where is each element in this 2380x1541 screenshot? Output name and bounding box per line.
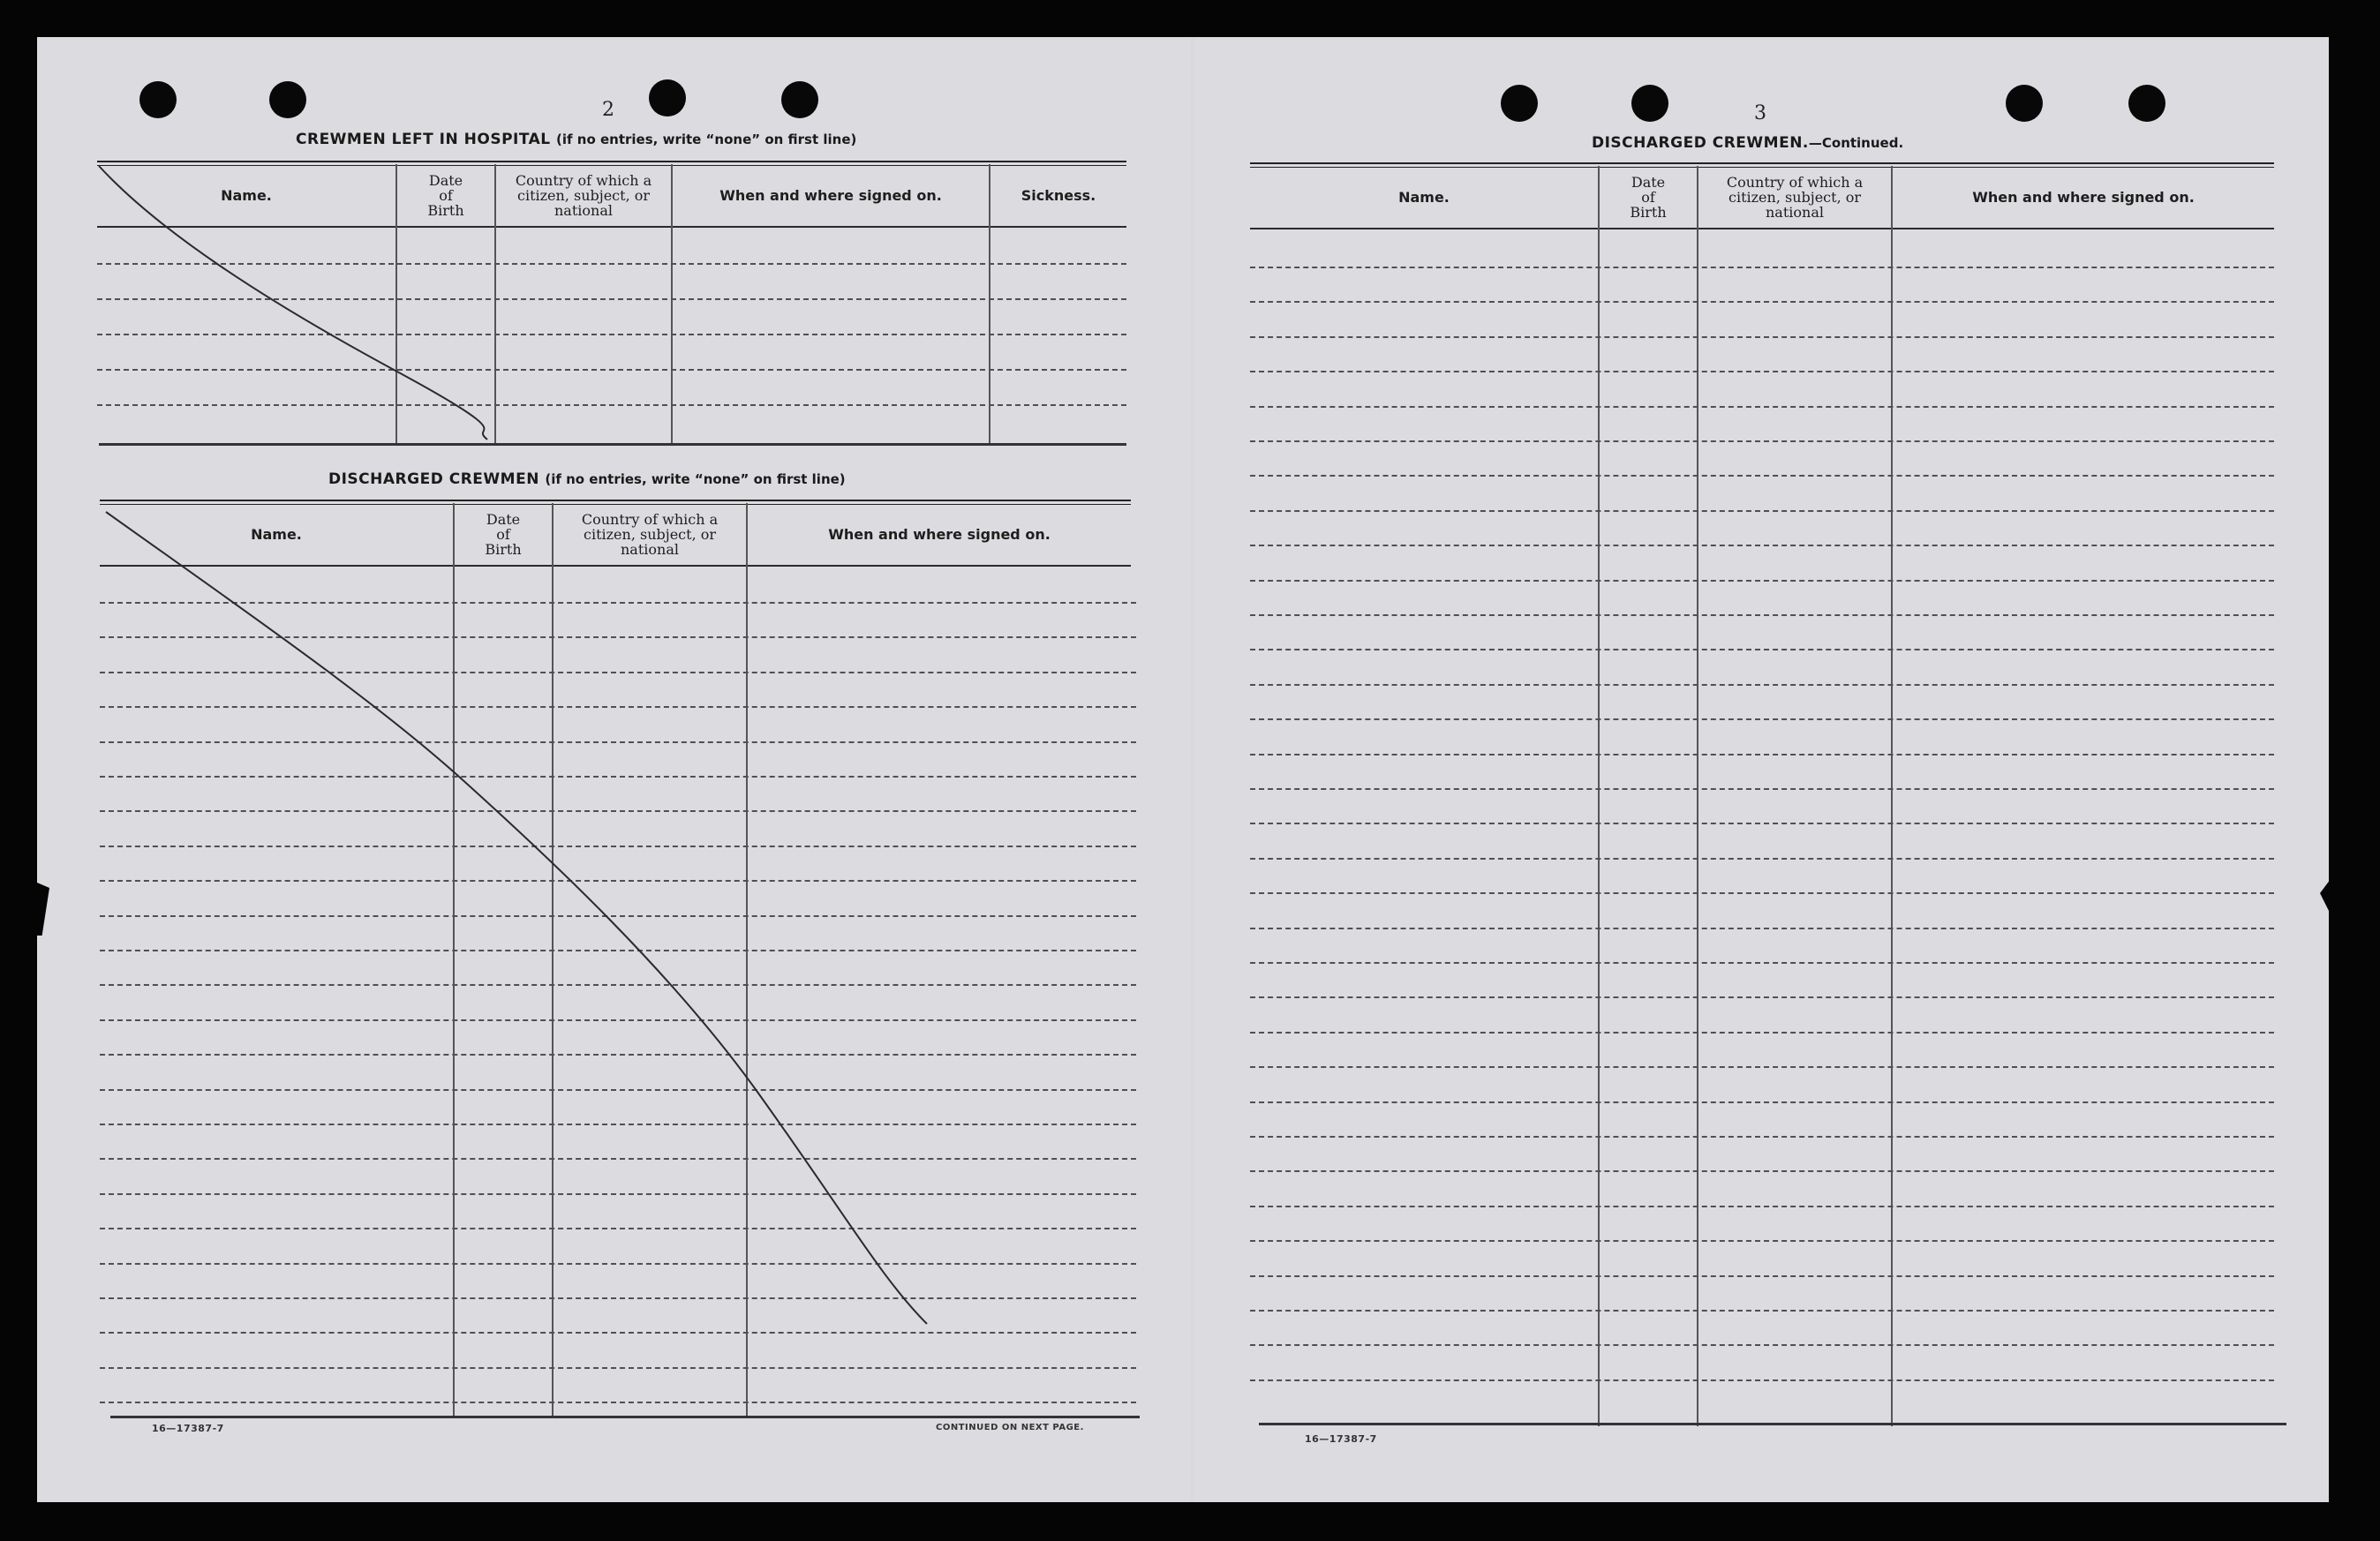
dob-line: of bbox=[1641, 188, 1655, 206]
ruled-row-line bbox=[1250, 510, 2274, 512]
form-number-left: 16—17387-7 bbox=[152, 1423, 224, 1434]
ruled-row-line bbox=[100, 1054, 1136, 1056]
ruled-row-line bbox=[1250, 1032, 2274, 1034]
ruled-row-line bbox=[1250, 1275, 2274, 1277]
ruled-row-line bbox=[100, 706, 1136, 708]
ruled-row-line bbox=[1250, 614, 2274, 616]
column-header-signed-on: When and where signed on. bbox=[828, 525, 1051, 543]
header-bottom-rule bbox=[100, 565, 1131, 567]
ruled-row-line bbox=[97, 298, 1126, 300]
dob-line: of bbox=[496, 525, 510, 543]
center-fold bbox=[1192, 37, 1194, 1502]
hospital-title-text: CREWMEN LEFT IN HOSPITAL bbox=[296, 131, 551, 148]
punch-hole bbox=[1631, 85, 1668, 122]
ruled-row-line bbox=[1250, 1379, 2274, 1381]
form-number-right: 16—17387-7 bbox=[1305, 1433, 1377, 1445]
header-bottom-rule bbox=[97, 226, 1126, 228]
ruled-row-line bbox=[100, 636, 1136, 638]
discharged-title-text: DISCHARGED CREWMEN bbox=[328, 470, 539, 488]
ruled-row-line bbox=[1250, 406, 2274, 408]
country-line: Country of which a bbox=[581, 510, 719, 528]
ruled-row-line bbox=[1250, 1066, 2274, 1068]
ruled-row-line bbox=[1250, 1344, 2274, 1346]
discharged-continued-title bbox=[1592, 134, 1903, 152]
discharged-table bbox=[100, 500, 1131, 1417]
column-header-signed-on: When and where signed on. bbox=[719, 186, 942, 204]
ruled-row-line bbox=[1250, 892, 2274, 894]
column-header-date-of-birth bbox=[1600, 168, 1697, 226]
ruled-row-line bbox=[1250, 788, 2274, 790]
ruled-row-line bbox=[1250, 823, 2274, 824]
ruled-row-line bbox=[100, 776, 1136, 778]
column-divider bbox=[1598, 166, 1600, 1426]
ruled-row-line bbox=[97, 404, 1126, 406]
ruled-row-line bbox=[1250, 336, 2274, 338]
country-line: national bbox=[554, 201, 613, 219]
ruled-row-line bbox=[1250, 580, 2274, 582]
ruled-row-line bbox=[100, 846, 1136, 847]
punch-hole bbox=[2006, 85, 2043, 122]
continued-notice: CONTINUED ON NEXT PAGE. bbox=[936, 1423, 1084, 1432]
ruled-row-line bbox=[100, 950, 1136, 951]
ruled-row-line bbox=[1250, 267, 2274, 268]
column-header-name: Name. bbox=[1398, 188, 1450, 206]
ruled-row-line bbox=[100, 1158, 1136, 1160]
discharged-continued-table bbox=[1250, 162, 2274, 1426]
discharged-section-title bbox=[328, 470, 846, 488]
ruled-row-line bbox=[1250, 301, 2274, 303]
punch-hole bbox=[781, 81, 818, 118]
punch-hole bbox=[1501, 85, 1538, 122]
country-line: citizen, subject, or bbox=[516, 186, 651, 204]
punch-hole bbox=[2128, 85, 2165, 122]
hospital-title-note: (if no entries, write “none” on first line) bbox=[556, 132, 857, 147]
ruled-row-line bbox=[97, 369, 1126, 371]
column-divider bbox=[453, 503, 455, 1417]
country-line: citizen, subject, or bbox=[1728, 188, 1862, 206]
column-header-signed-on: When and where signed on. bbox=[1972, 188, 2195, 206]
ruled-row-line bbox=[100, 1089, 1136, 1091]
ruled-row-line bbox=[100, 1367, 1136, 1369]
dob-line: of bbox=[439, 186, 453, 204]
ruled-row-line bbox=[1250, 1240, 2274, 1242]
ruled-row-line bbox=[1250, 1136, 2274, 1138]
ruled-row-line bbox=[100, 1402, 1136, 1403]
ruled-row-line bbox=[100, 672, 1136, 673]
ruled-row-line bbox=[1250, 371, 2274, 372]
ruled-row-line bbox=[100, 1297, 1136, 1299]
dob-line: Date bbox=[428, 171, 463, 189]
column-header-date-of-birth bbox=[455, 505, 552, 563]
hospital-section-title bbox=[296, 131, 856, 148]
column-divider bbox=[552, 503, 554, 1417]
ruled-row-line bbox=[1250, 718, 2274, 720]
country-line: citizen, subject, or bbox=[583, 525, 717, 543]
ruled-row-line bbox=[100, 1019, 1136, 1021]
country-line: national bbox=[621, 540, 679, 558]
ruled-row-line bbox=[1250, 684, 2274, 686]
dob-line: Birth bbox=[1630, 203, 1667, 221]
country-line: Country of which a bbox=[1726, 173, 1864, 191]
column-header-country bbox=[496, 166, 671, 224]
ruled-row-line bbox=[97, 263, 1126, 265]
table-bottom-rule bbox=[110, 1416, 1140, 1418]
column-header-date-of-birth bbox=[397, 166, 494, 224]
ruled-row-line bbox=[100, 1124, 1136, 1125]
column-divider bbox=[1891, 166, 1893, 1426]
column-divider bbox=[1697, 166, 1698, 1426]
ruled-row-line bbox=[100, 915, 1136, 917]
ruled-row-line bbox=[100, 1228, 1136, 1229]
hospital-table bbox=[97, 161, 1126, 447]
discharged-continued-text: DISCHARGED CREWMEN. bbox=[1592, 134, 1809, 152]
punch-hole bbox=[649, 79, 686, 117]
ruled-row-line bbox=[1250, 1101, 2274, 1103]
ruled-row-line bbox=[1250, 1170, 2274, 1172]
dob-line: Birth bbox=[485, 540, 522, 558]
punch-hole bbox=[139, 81, 177, 118]
table-bottom-rule bbox=[1259, 1423, 2286, 1425]
dob-line: Birth bbox=[427, 201, 464, 219]
ruled-row-line bbox=[1250, 754, 2274, 755]
column-header-name: Name. bbox=[251, 525, 302, 543]
ruled-row-line bbox=[100, 602, 1136, 604]
column-header-country bbox=[1698, 168, 1891, 226]
page-number-left: 2 bbox=[602, 99, 614, 121]
ruled-row-line bbox=[1250, 1310, 2274, 1312]
ruled-row-line bbox=[100, 810, 1136, 812]
ruled-row-line bbox=[100, 1263, 1136, 1265]
ruled-row-line bbox=[97, 334, 1126, 335]
ruled-row-line bbox=[1250, 1206, 2274, 1207]
continued-suffix: —Continued. bbox=[1808, 135, 1904, 151]
ruled-row-line bbox=[1250, 545, 2274, 546]
ruled-row-line bbox=[100, 741, 1136, 743]
column-header-country bbox=[554, 505, 746, 563]
ruled-row-line bbox=[1250, 996, 2274, 998]
ruled-row-line bbox=[1250, 649, 2274, 650]
ruled-row-line bbox=[1250, 475, 2274, 477]
column-header-sickness: Sickness. bbox=[1021, 186, 1096, 204]
dob-line: Date bbox=[486, 510, 521, 528]
ruled-row-line bbox=[1250, 440, 2274, 442]
country-line: national bbox=[1766, 203, 1824, 221]
ruled-row-line bbox=[100, 1332, 1136, 1334]
punch-hole bbox=[269, 81, 306, 118]
dob-line: Date bbox=[1631, 173, 1666, 191]
ruled-row-line bbox=[1250, 962, 2274, 964]
country-line: Country of which a bbox=[515, 171, 652, 189]
ruled-row-line bbox=[1250, 928, 2274, 929]
ruled-row-line bbox=[100, 880, 1136, 882]
column-divider bbox=[746, 503, 748, 1417]
discharged-title-note: (if no entries, write “none” on first line) bbox=[545, 471, 846, 487]
header-bottom-rule bbox=[1250, 228, 2274, 229]
table-bottom-rule bbox=[99, 443, 1126, 446]
page-number-right: 3 bbox=[1754, 102, 1766, 124]
ruled-row-line bbox=[1250, 858, 2274, 860]
ruled-row-line bbox=[100, 984, 1136, 986]
ruled-row-line bbox=[100, 1193, 1136, 1195]
column-header-name: Name. bbox=[221, 186, 272, 204]
